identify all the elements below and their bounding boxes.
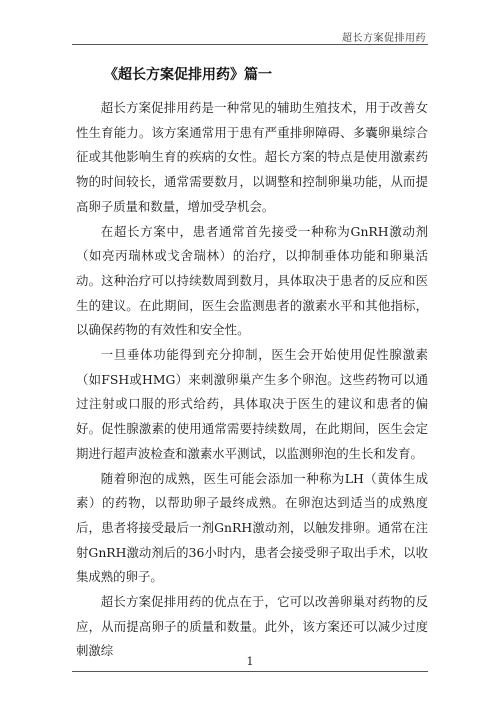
- paragraph: 随着卵泡的成熟，医生可能会添加一种称为LH（黄体生成素）的药物，以帮助卵子最终成熟。在卵泡达到适当的成熟度后，患者将接受最后一剂GnRH激动剂，以触发排卵。通常在注射GnRH激动剂后的36小时内，患者会接受卵子取出手术，以收集成熟的卵子。: [76, 470, 428, 585]
- paragraph: 在超长方案中，患者通常首先接受一种称为GnRH激动剂（如亮丙瑞林或戈舍瑞林）的治疗，以抑制垂体功能和卵巢活动。这种治疗可以持续数周到数月，具体取决于患者的反应和医生的建议。在此期间，医生会监测患者的激素水平和其他指标，以确保药物的有效性和安全性。: [76, 223, 428, 338]
- paragraph: 超长方案促排用药的优点在于，它可以改善卵巢对药物的反应，从而提高卵子的质量和数量。此外，该方案还可以减少过度刺激综: [76, 594, 428, 659]
- header-divider: [72, 44, 428, 45]
- paragraph: 一旦垂体功能得到充分抑制，医生会开始使用促性腺激素（如FSH或HMG）来刺激卵巢产生多个卵泡。这些药物可以通过注射或口服的形式给药，具体取决于医生的建议和患者的偏好。促性腺激素的使用通常需要持续数周，在此期间，医生会定期进行超声波检查和激素水平测试，以监测卵泡的生长和发育。: [76, 347, 428, 461]
- running-header: 超长方案促排用药: [342, 33, 426, 44]
- document-body: [76, 96, 428, 664]
- document-title: 《超长方案促排用药》篇一: [104, 67, 272, 83]
- footer-divider: [72, 671, 428, 672]
- paragraph: 超长方案促排用药是一种常见的辅助生殖技术，用于改善女性生育能力。该方案通常用于患有严重排卵障碍、多囊卵巢综合征或其他影响生育的疾病的女性。超长方案的特点是使用激素药物的时间较长，通常需要数月，以调整和控制卵巢功能，从而提高卵子质量和数量，增加受孕机会。: [76, 100, 428, 214]
- page-number: 1: [246, 655, 254, 668]
